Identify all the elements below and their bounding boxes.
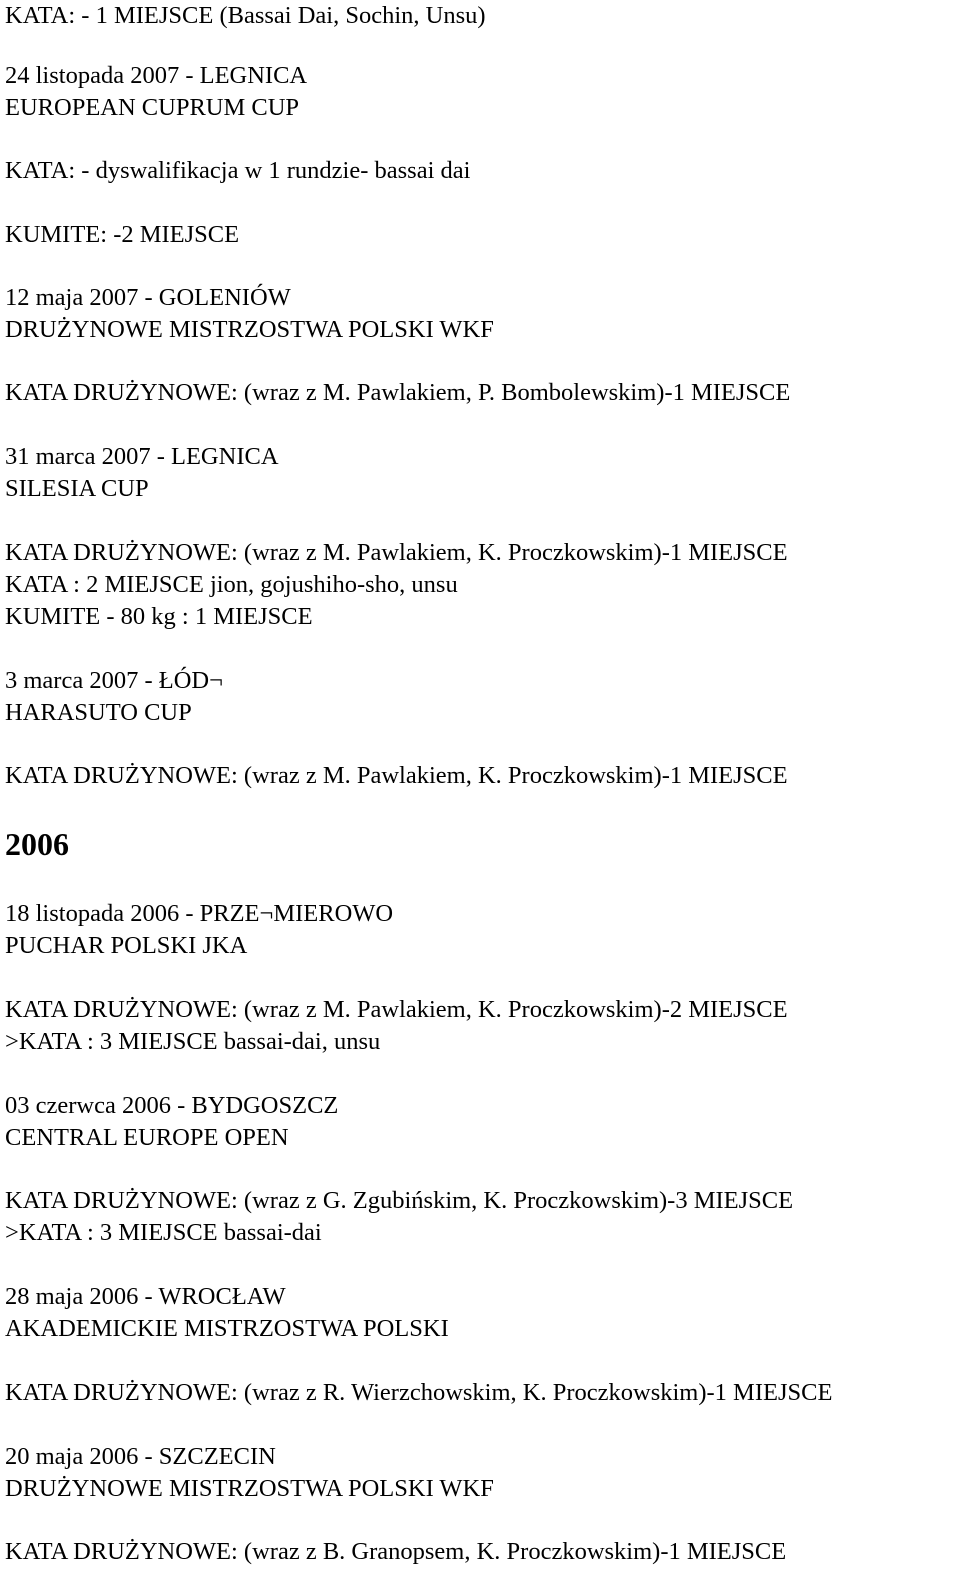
- result-line: KUMITE: -2 MIEJSCE: [5, 221, 240, 248]
- event-date-line: 24 listopada 2007 - LEGNICA: [5, 62, 308, 89]
- result-line: KATA: - 1 MIEJSCE (Bassai Dai, Sochin, Unsu): [5, 2, 486, 29]
- year-heading: 2006: [5, 826, 69, 862]
- event-name-line: PUCHAR POLSKI JKA: [5, 932, 248, 959]
- event-date-line: 3 marca 2007 - ŁÓD¬: [5, 667, 223, 694]
- result-line: KATA DRUŻYNOWE: (wraz z R. Wierzchowskim, K. Proczkowskim)-1 MIEJSCE: [5, 1379, 833, 1406]
- event-date-line: 20 maja 2006 - SZCZECIN: [5, 1443, 276, 1470]
- result-line: KATA DRUŻYNOWE: (wraz z M. Pawlakiem, P. Bombolewskim)-1 MIEJSCE: [5, 379, 791, 406]
- result-line: KATA: - dyswalifikacja w 1 rundzie- bassai dai: [5, 157, 471, 184]
- result-line: KATA DRUŻYNOWE: (wraz z M. Pawlakiem, K. Proczkowskim)-1 MIEJSCE: [5, 539, 788, 566]
- event-name-line: SILESIA CUP: [5, 475, 149, 502]
- result-line: >KATA : 3 MIEJSCE bassai-dai, unsu: [5, 1028, 381, 1055]
- result-line: KATA DRUŻYNOWE: (wraz z M. Pawlakiem, K. Proczkowskim)-1 MIEJSCE: [5, 762, 788, 789]
- event-name-line: HARASUTO CUP: [5, 699, 192, 726]
- event-name-line: EUROPEAN CUPRUM CUP: [5, 94, 300, 121]
- result-line: KATA : 2 MIEJSCE jion, gojushiho-sho, unsu: [5, 571, 458, 598]
- result-line: KATA DRUŻYNOWE: (wraz z B. Granopsem, K. Proczkowskim)-1 MIEJSCE: [5, 1538, 787, 1565]
- event-date-line: 28 maja 2006 - WROCŁAW: [5, 1283, 286, 1310]
- event-name-line: AKADEMICKIE MISTRZOSTWA POLSKI: [5, 1315, 449, 1342]
- result-line: KATA DRUŻYNOWE: (wraz z G. Zgubińskim, K. Proczkowskim)-3 MIEJSCE: [5, 1187, 794, 1214]
- result-line: KATA DRUŻYNOWE: (wraz z M. Pawlakiem, K. Proczkowskim)-2 MIEJSCE: [5, 996, 788, 1023]
- result-line: KUMITE - 80 kg : 1 MIEJSCE: [5, 603, 313, 630]
- event-date-line: 18 listopada 2006 - PRZE¬MIEROWO: [5, 900, 394, 927]
- event-date-line: 12 maja 2007 - GOLENIÓW: [5, 284, 291, 311]
- event-name-line: DRUŻYNOWE MISTRZOSTWA POLSKI WKF: [5, 1475, 494, 1502]
- result-line: >KATA : 3 MIEJSCE bassai-dai: [5, 1219, 322, 1246]
- event-date-line: 03 czerwca 2006 - BYDGOSZCZ: [5, 1092, 339, 1119]
- event-name-line: CENTRAL EUROPE OPEN: [5, 1124, 289, 1151]
- event-name-line: DRUŻYNOWE MISTRZOSTWA POLSKI WKF: [5, 316, 494, 343]
- event-date-line: 31 marca 2007 - LEGNICA: [5, 443, 279, 470]
